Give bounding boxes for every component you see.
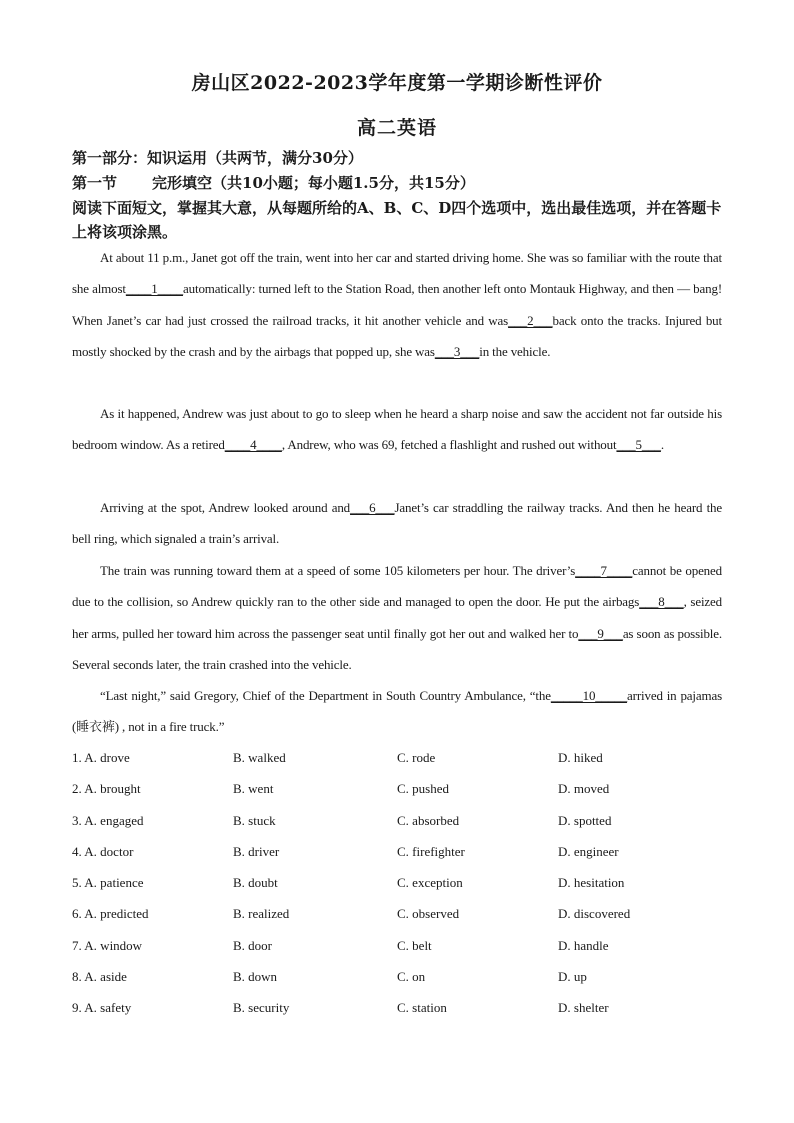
option-b: B. walked xyxy=(233,750,286,765)
option-a-text: A. aside xyxy=(84,969,127,985)
instructions: 阅读下面短文，掌握其大意，从每题所给的A、B、C、D四个选项中，选出最佳选项，并在答题卡上将该项涂黑。 xyxy=(72,199,722,241)
question-number: 7. xyxy=(72,937,82,953)
option-c: C. station xyxy=(397,1000,447,1016)
passage-text: back onto the tracks. Injured but mostly shocked by the crash and by the airbags that popped up, she was xyxy=(72,312,722,359)
option-a-text: A. doctor xyxy=(84,843,134,859)
passage-text: in the vehicle. xyxy=(479,343,551,359)
option-c: C. rode xyxy=(397,750,436,765)
question-number: 3. xyxy=(72,812,82,828)
passage-text: , Andrew, who was 69, fetched a flashlight and rushed out without xyxy=(281,437,617,453)
option-a-text: A. window xyxy=(84,937,143,953)
question-number: 8. xyxy=(72,969,82,985)
question-row-6 xyxy=(72,898,732,929)
passage-paragraph-3 xyxy=(72,492,722,555)
question-row-5 xyxy=(72,867,732,898)
option-d: D. handle xyxy=(558,937,609,953)
option-c: C. absorbed xyxy=(397,812,460,828)
option-a xyxy=(72,836,133,867)
blank-4: ____4____ xyxy=(224,437,282,453)
option-a xyxy=(72,898,149,929)
question-row-1 xyxy=(72,742,732,773)
option-c: C. exception xyxy=(397,875,463,891)
option-d: D. discovered xyxy=(558,906,631,922)
blank-5: ___5___ xyxy=(616,437,661,453)
option-a xyxy=(72,742,130,773)
question-row-7 xyxy=(72,930,732,961)
option-a-text: A. predicted xyxy=(84,906,149,922)
blank-7: ____7____ xyxy=(575,563,633,578)
passage-text: cannot be opened due to the collision, so Andrew quickly ran to the other side and managed to open the door. He put the airbags xyxy=(72,563,723,610)
option-b: B. went xyxy=(233,781,274,797)
question-row-3 xyxy=(72,805,732,836)
passage-text: Janet’s car straddling the railway tracks. And then he heard the bell ring, which signaled a train’s arrival. xyxy=(72,500,723,547)
passage-paragraph-1 xyxy=(72,242,722,367)
passage-text: As it happened, Andrew was just about to go to sleep when he heard a sharp noise and saw the accident not far outside his bedroom window. As a retired xyxy=(72,406,722,453)
option-b: B. door xyxy=(233,937,272,953)
exam-subtitle: 高二英语 xyxy=(356,117,437,139)
question-number: 2. xyxy=(72,781,82,797)
option-b: B. doubt xyxy=(233,875,278,891)
blank-3: ___3___ xyxy=(434,343,480,359)
option-d: D. spotted xyxy=(558,812,612,828)
option-c: C. observed xyxy=(397,906,460,922)
section-label: 第一节 xyxy=(72,174,118,192)
passage-text: At about 11 p.m., Janet got off the train, went into her car and started driving home. She was so familiar with the route that she almost xyxy=(72,250,722,297)
question-number: 4. xyxy=(72,843,82,859)
option-a xyxy=(72,992,131,1023)
passage-text: as soon as possible. Several seconds later, the train crashed into the vehicle. xyxy=(72,625,722,672)
blank-2: ___2___ xyxy=(508,312,553,328)
exam-title: 房山区2022-2023学年度第一学期诊断性评价 xyxy=(191,72,603,94)
passage-text: Arriving at the spot, Andrew looked around and xyxy=(100,500,351,515)
passage-paragraph-5 xyxy=(72,680,722,743)
option-d: D. moved xyxy=(558,781,610,797)
option-b: B. stuck xyxy=(233,812,276,828)
passage-text: . xyxy=(660,437,665,453)
option-a-text: A. drove xyxy=(84,750,130,765)
blank-9: ___9___ xyxy=(578,625,623,641)
part-heading: 第一部分：知识运用（共两节，满分30分） xyxy=(72,149,363,167)
blank-8: ___8___ xyxy=(639,594,684,610)
option-c: C. firefighter xyxy=(397,843,465,859)
option-a-text: A. safety xyxy=(84,1000,132,1016)
option-c: C. pushed xyxy=(397,781,449,797)
passage-text: The train was running toward them at a speed of some 105 kilometers per hour. The driver’s xyxy=(100,563,576,578)
passage-text: automatically: turned left to the Station Road, then another left onto Montauk Highway, and then — bang! When Janet’s car had just crossed the railroad tracks, it hit another vehicle and was xyxy=(72,281,723,328)
passage-text: “Last night,” said Gregory, Chief of the Department in South Country Ambulance, “the xyxy=(100,688,551,703)
question-row-8 xyxy=(72,961,732,992)
question-number: 5. xyxy=(72,875,82,891)
option-a xyxy=(72,773,141,804)
question-row-9 xyxy=(72,992,732,1023)
option-a-text: A. engaged xyxy=(84,812,144,828)
option-d: D. engineer xyxy=(558,843,619,859)
option-a xyxy=(72,867,144,898)
option-c: C. belt xyxy=(397,937,432,953)
question-row-4 xyxy=(72,836,732,867)
option-d: D. shelter xyxy=(558,1000,609,1016)
passage-text: arrived in pajamas (睡衣裤) , not in a fire truck.” xyxy=(72,688,722,735)
option-b: B. realized xyxy=(233,906,290,922)
answer-options xyxy=(72,742,732,1024)
option-c: C. on xyxy=(397,969,426,985)
section-heading: 完形填空（共10小题；每小题1.5分，共15分） xyxy=(152,174,475,192)
question-number: 1. xyxy=(72,750,82,765)
option-a xyxy=(72,930,142,961)
option-b: B. driver xyxy=(233,843,280,859)
option-a-text: A. brought xyxy=(84,781,141,797)
question-row-2 xyxy=(72,773,732,804)
blank-10: _____10_____ xyxy=(550,688,628,703)
option-d: D. hesitation xyxy=(558,875,625,891)
option-b: B. down xyxy=(233,969,278,985)
option-b: B. security xyxy=(233,1000,290,1016)
option-d: D. up xyxy=(558,969,587,985)
question-number: 6. xyxy=(72,906,82,922)
passage-paragraph-4 xyxy=(72,555,722,680)
blank-6: ___6___ xyxy=(350,500,395,515)
passage-paragraph-2 xyxy=(72,398,722,461)
option-d: D. hiked xyxy=(558,750,603,765)
option-a xyxy=(72,961,127,992)
passage-text: , seized her arms, pulled her toward him across the passenger seat until finally got her out and walked her to xyxy=(72,594,723,641)
question-number: 9. xyxy=(72,1000,82,1016)
blank-1: ____1____ xyxy=(125,281,184,297)
option-a-text: A. patience xyxy=(84,875,144,891)
option-a xyxy=(72,805,144,836)
